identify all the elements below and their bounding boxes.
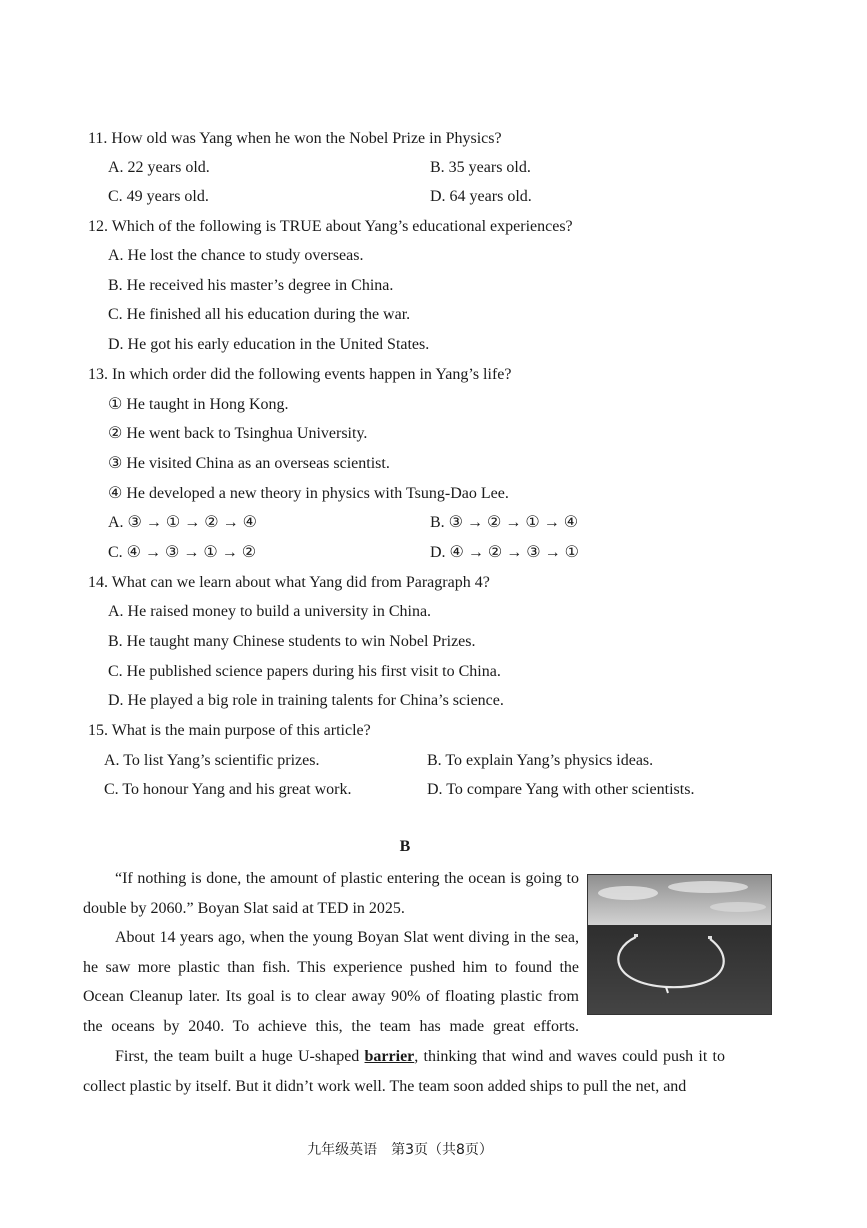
q15-option-c: C. To honour Yang and his great work.: [104, 781, 352, 798]
q12-option-d: D. He got his early education in the United States.: [108, 336, 430, 353]
q12-option-c: C. He finished all his education during the war.: [108, 306, 411, 323]
q11-option-c: C. 49 years old.: [108, 188, 209, 205]
ocean-cleanup-photo: [587, 874, 772, 1015]
q13-option-d: D. ④ → ② → ③ → ①: [430, 544, 579, 561]
section-b-paragraph-2: About 14 years ago, when the young Boyan Slat went diving in the sea, he saw more plastic than fish. This experience pushed him to found the Ocean Cleanup later. Its goal is to clear away 90% of floating plastic from the oceans by 2040. To achieve this, the team has made great efforts.: [83, 929, 579, 1035]
ocean-barrier-illustration: [588, 875, 771, 1014]
q15-option-b: B. To explain Yang’s physics ideas.: [427, 752, 654, 769]
paragraph-3-text-end: , thinking that wind and waves could push it to collect plastic by itself. But it didn’t work well. The team soon added ships to pull the net, and: [83, 1048, 725, 1095]
question-15-stem: 15. What is the main purpose of this article?: [88, 722, 371, 739]
q13-event-3: ③ He visited China as an overseas scientist.: [108, 455, 390, 472]
page-footer: 九年级英语 第3页（共8页）: [307, 1142, 493, 1158]
paragraph-3-text-start: First, the team built a huge U-shaped: [115, 1048, 365, 1065]
question-12-stem: 12. Which of the following is TRUE about Yang’s educational experiences?: [88, 218, 573, 235]
section-b-title: B: [399, 838, 411, 855]
q14-option-c: C. He published science papers during his first visit to China.: [108, 663, 501, 680]
q14-option-a: A. He raised money to build a university in China.: [108, 603, 432, 620]
q11-option-d: D. 64 years old.: [430, 188, 532, 205]
section-b-paragraph-1: “If nothing is done, the amount of plastic entering the ocean is going to double by 2060.” Boyan Slat said at TED in 2025.: [83, 870, 579, 917]
q11-option-b: B. 35 years old.: [430, 159, 531, 176]
q12-option-b: B. He received his master’s degree in China.: [108, 277, 394, 294]
q13-event-4: ④ He developed a new theory in physics with Tsung-Dao Lee.: [108, 485, 509, 502]
q14-option-d: D. He played a big role in training talents for China’s science.: [108, 692, 504, 709]
question-14-stem: 14. What can we learn about what Yang did from Paragraph 4?: [88, 574, 490, 591]
q15-option-a: A. To list Yang’s scientific prizes.: [104, 752, 320, 769]
q13-option-c: C. ④ → ③ → ① → ②: [108, 544, 257, 561]
q14-option-b: B. He taught many Chinese students to win Nobel Prizes.: [108, 633, 476, 650]
q13-option-a: A. ③ → ① → ② → ④: [108, 514, 257, 531]
q13-event-2: ② He went back to Tsinghua University.: [108, 425, 368, 442]
paragraph-3-keyword: barrier: [364, 1048, 415, 1065]
q12-option-a: A. He lost the chance to study overseas.: [108, 247, 364, 264]
question-11-stem: 11. How old was Yang when he won the Nobel Prize in Physics?: [88, 130, 502, 147]
q13-event-1: ① He taught in Hong Kong.: [108, 396, 289, 413]
q15-option-d: D. To compare Yang with other scientists.: [427, 781, 695, 798]
section-b-paragraph-3: [83, 1042, 725, 1101]
q13-option-b: B. ③ → ② → ① → ④: [430, 514, 579, 531]
q11-option-a: A. 22 years old.: [108, 159, 210, 176]
question-13-stem: 13. In which order did the following events happen in Yang’s life?: [88, 366, 512, 383]
